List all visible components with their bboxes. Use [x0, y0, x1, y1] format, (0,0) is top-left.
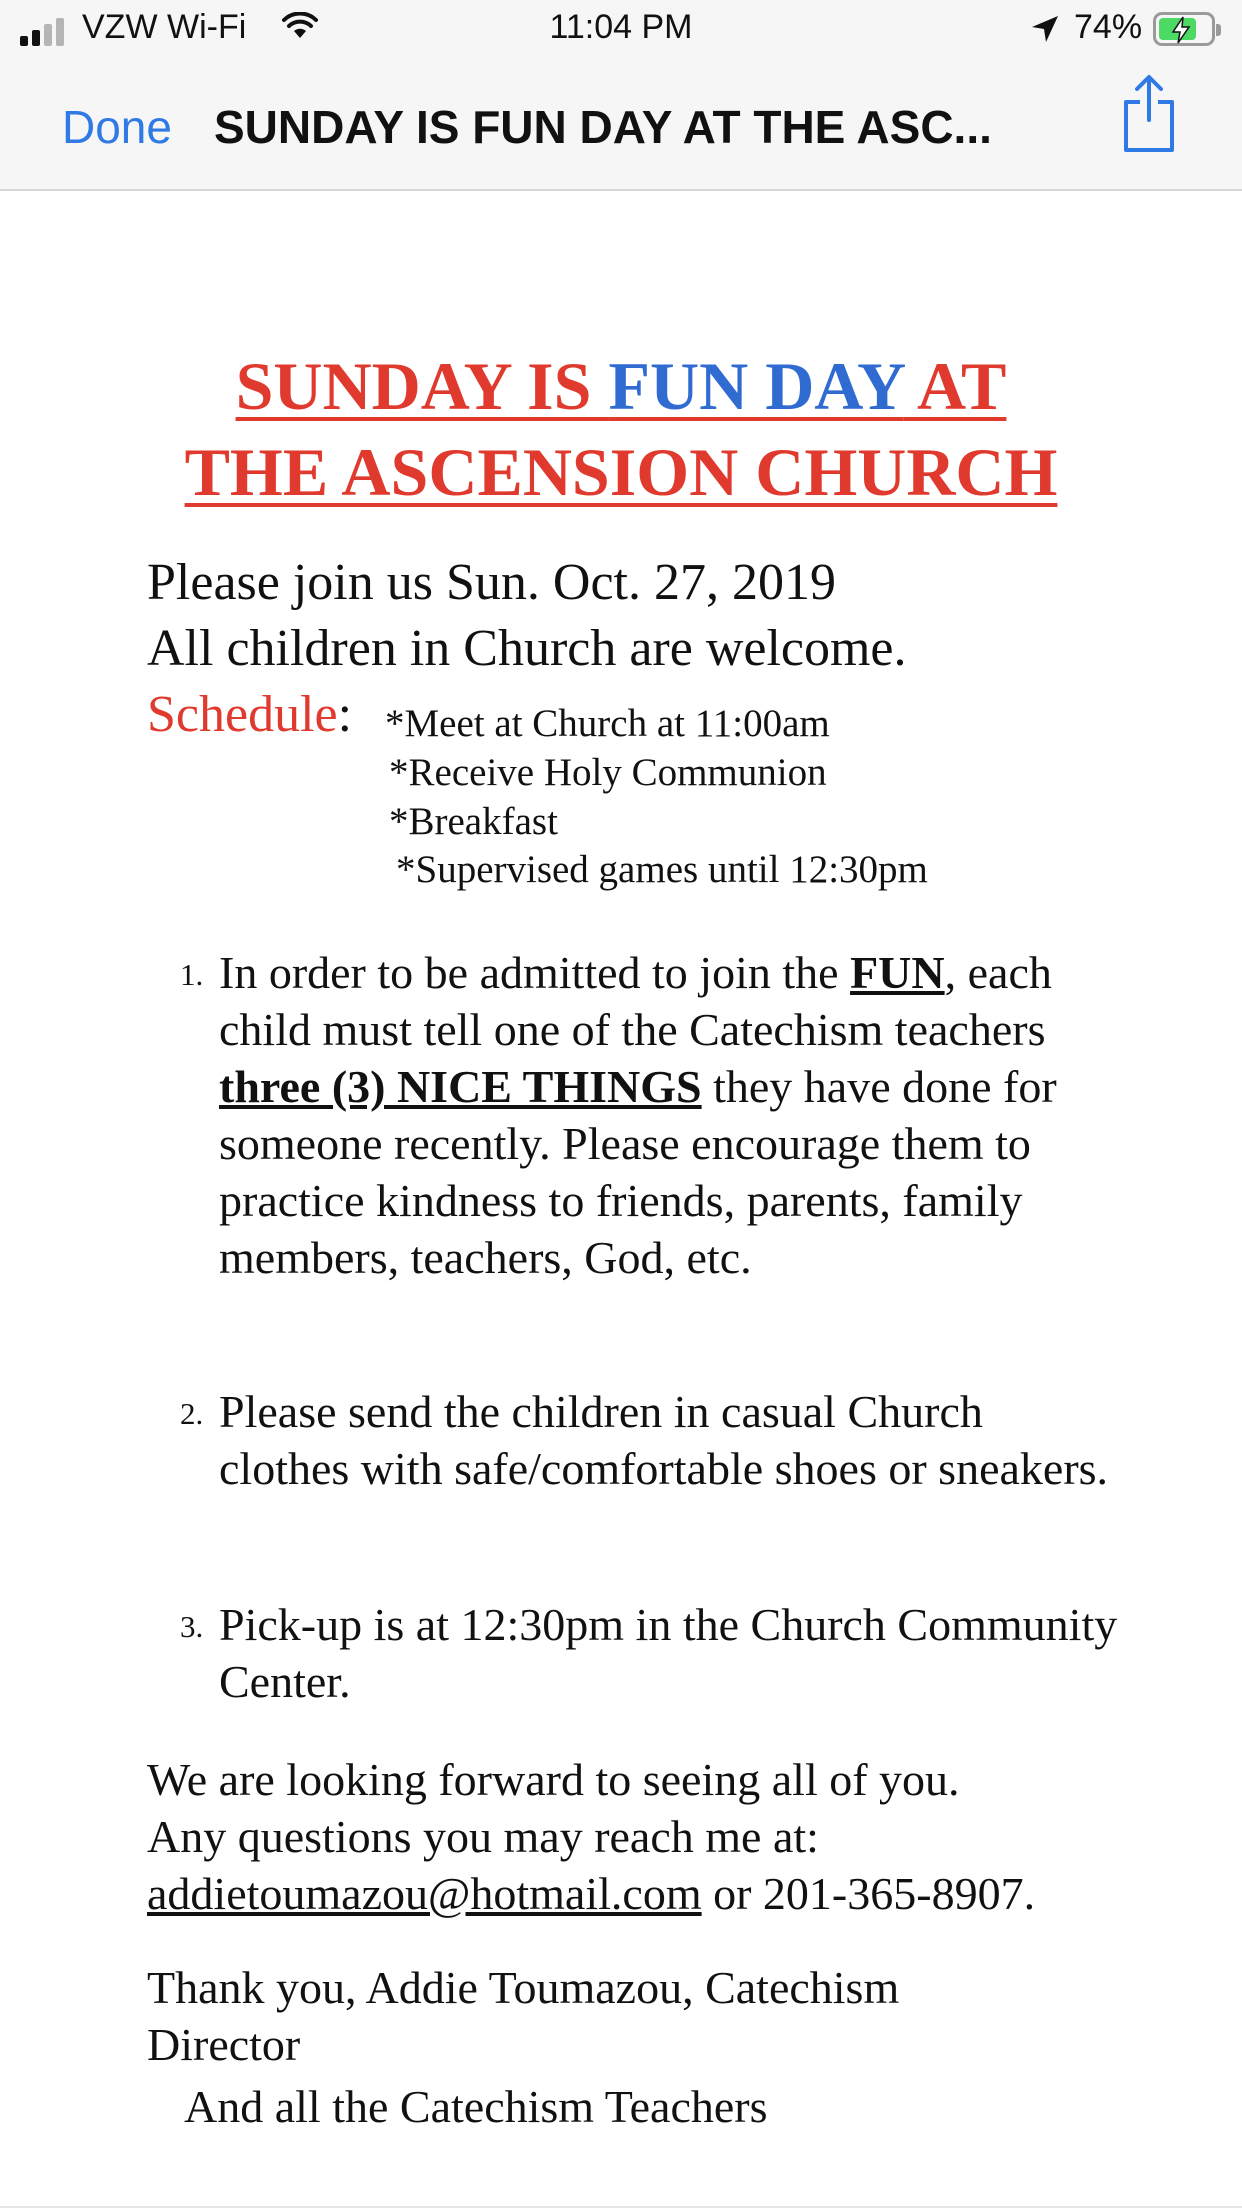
- closing-line-1: We are looking forward to seeing all of you.: [147, 1754, 960, 1805]
- headline-line-2: THE ASCENSION CHURCH: [184, 434, 1058, 510]
- headline-fun-day: FUN DAY: [608, 348, 904, 424]
- done-button[interactable]: Done: [62, 101, 172, 153]
- schedule-item: *Meet at Church at 11:00am: [385, 702, 830, 745]
- schedule-colon: :: [337, 686, 353, 743]
- list-item-1: [219, 944, 1119, 1286]
- document-title: SUNDAY IS FUN DAY AT THE ASC...: [214, 101, 992, 153]
- emphasis-nice-things: three (3) NICE THINGS: [219, 1061, 702, 1112]
- intro-date-line: Please join us Sun. Oct. 27, 2019: [147, 554, 836, 611]
- battery-percent: 74%: [1074, 8, 1143, 46]
- list-item-3: Pick-up is at 12:30pm in the Church Community Center.: [219, 1599, 1118, 1707]
- phone-text: or 201-365-8907.: [701, 1868, 1036, 1919]
- list-number: 1.: [180, 957, 204, 992]
- closing-paragraph: [147, 1751, 1107, 1922]
- status-bar: [0, 0, 1242, 60]
- headline-part-1: SUNDAY IS: [235, 348, 609, 424]
- schedule-label: [147, 685, 352, 744]
- battery-charging-icon: [1153, 12, 1215, 46]
- location-icon: [1030, 14, 1060, 44]
- headline-part-3: AT: [903, 348, 1007, 424]
- list-item-text: In order to be admitted to join the: [219, 947, 851, 998]
- carrier-label: VZW Wi-Fi: [82, 8, 247, 46]
- share-button[interactable]: [1118, 72, 1180, 152]
- status-time: 11:04 PM: [549, 8, 693, 46]
- schedule-item: *Breakfast: [389, 800, 558, 843]
- teachers-line: And all the Catechism Teachers: [184, 2081, 768, 2132]
- contact-line: [147, 1865, 1107, 1922]
- schedule-label-text: Schedule: [147, 686, 338, 743]
- list-item-text: they have done for someone recently. Please encourage them to practice kindness to friends, parents, family members, teachers, God, etc.: [219, 1061, 1057, 1283]
- schedule-item: *Supervised games until 12:30pm: [396, 848, 928, 891]
- share-icon: [1118, 72, 1180, 152]
- schedule-item: *Receive Holy Communion: [389, 751, 827, 794]
- headline-line-1: [0, 343, 1242, 429]
- list-number: 3.: [180, 1609, 204, 1644]
- nav-bar: [0, 60, 1242, 191]
- email-link[interactable]: addietoumazou@hotmail.com: [147, 1868, 702, 1919]
- intro-welcome-line: All children in Church are welcome.: [147, 620, 907, 677]
- list-item-2: Please send the children in casual Church clothes with safe/comfortable shoes or sneakers.: [219, 1386, 1109, 1494]
- closing-line-2: Any questions you may reach me at:: [147, 1811, 819, 1862]
- signature-line: Thank you, Addie Toumazou, Catechism Director: [147, 1962, 900, 2070]
- emphasis-fun: FUN: [850, 947, 945, 998]
- list-item-text: , each child must tell one of the Catechism teachers: [219, 947, 1052, 1055]
- list-number: 2.: [180, 1396, 204, 1431]
